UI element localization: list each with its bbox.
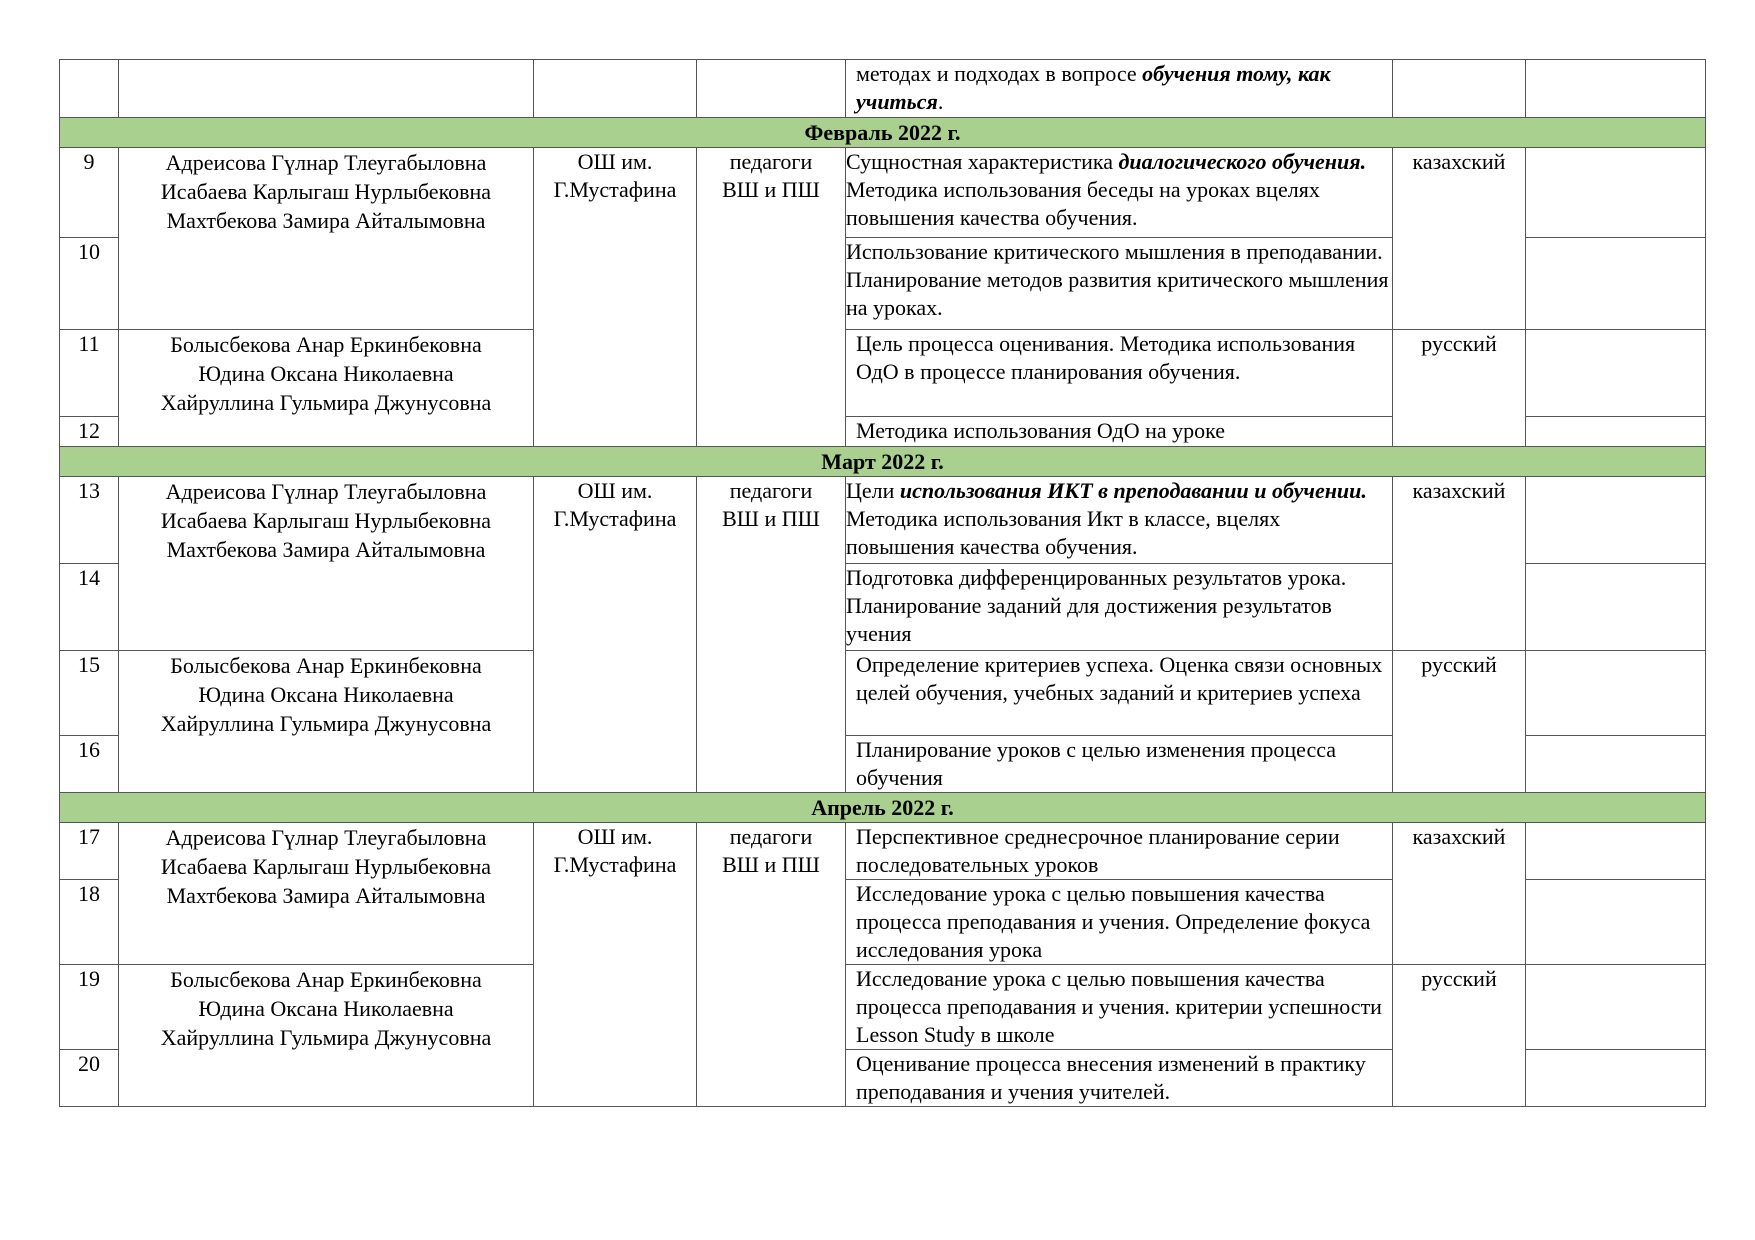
notes-cell: [1526, 965, 1706, 1050]
topic-cell: Сущностная характеристика диалогического обучения. Методика использования беседы на уроках вцелях повышения качества обучения.: [846, 148, 1393, 238]
notes-cell: [1526, 651, 1706, 736]
audience-cell: педагоги ВШ и ПШ: [697, 148, 846, 447]
teacher-name: Махтбекова Замира Айталымовна: [166, 208, 486, 233]
topic-cell: Исследование урока с целью повышения качества процесса преподавания и учения. Определение фокуса исследования урока: [846, 880, 1393, 965]
topic-cell: Определение критериев успеха. Оценка связи основных целей обучения, учебных заданий и критериев успеха: [846, 651, 1393, 736]
session-number: 14: [60, 564, 119, 651]
notes-cell: [1526, 823, 1706, 880]
session-number: 9: [60, 148, 119, 238]
teacher-name: Адреисова Гүлнар Тлеугабыловна: [165, 479, 487, 504]
session-number: 13: [60, 477, 119, 564]
teacher-name: Болысбекова Анар Еркинбековна: [170, 332, 482, 357]
teachers-cell: [119, 823, 534, 965]
topic-emphasis: обучения тому, как учиться: [856, 61, 1331, 114]
table-row: [60, 148, 1706, 238]
language-cell: казахский: [1393, 148, 1526, 330]
teachers-cell: [119, 477, 534, 651]
topic-cell: Подготовка дифференцированных результатов урока. Планирование заданий для достижения результатов учения: [846, 564, 1393, 651]
teachers-cell: [119, 330, 534, 447]
teacher-name: Адреисова Гүлнар Тлеугабыловна: [165, 150, 487, 175]
notes-cell: [1526, 736, 1706, 793]
teacher-name: Исабаева Карлыгаш Нурлыбековна: [160, 508, 492, 533]
num-cell: [60, 60, 119, 118]
topic-cell: Использование критического мышления в преподавании. Планирование методов развития критического мышления на уроках.: [846, 238, 1393, 330]
table-row: [60, 330, 1706, 417]
teachers-cell: [119, 148, 534, 330]
table-row: [60, 651, 1706, 736]
month-title: Апрель 2022 г.: [60, 793, 1706, 823]
school-cell: [534, 60, 697, 118]
notes-cell: [1526, 1050, 1706, 1107]
notes-cell: [1526, 564, 1706, 651]
month-title: Март 2022 г.: [60, 447, 1706, 477]
notes-cell: [1526, 148, 1706, 238]
session-number: 19: [60, 965, 119, 1050]
school-cell: ОШ им. Г.Мустафина: [534, 823, 697, 1107]
teacher-name: Махтбекова Замира Айталымовна: [166, 883, 486, 908]
teacher-name: Исабаева Карлыгаш Нурлыбековна: [160, 179, 492, 204]
topic-emphasis: использования ИКТ в преподавании и обучении.: [899, 478, 1367, 503]
topic-cell: методах и подходах в вопросе обучения тому, как учиться.: [846, 60, 1393, 118]
month-header-row: [60, 447, 1706, 477]
topic-cell: Исследование урока с целью повышения качества процесса преподавания и учения. критерии успешности Lesson Study в школе: [846, 965, 1393, 1050]
teacher-name: Хайруллина Гульмира Джунусовна: [160, 1025, 492, 1050]
topic-cell: Цели использования ИКТ в преподавании и обучении. Методика использования Икт в классе, вцелях повышения качества обучения.: [846, 477, 1393, 564]
language-cell: казахский: [1393, 823, 1526, 965]
session-number: 16: [60, 736, 119, 793]
teacher-name: Хайруллина Гульмира Джунусовна: [160, 390, 492, 415]
lang-cell: [1393, 60, 1526, 118]
language-cell: казахский: [1393, 477, 1526, 651]
teacher-name: Юдина Оксана Николаевна: [198, 996, 454, 1021]
teacher-name: Исабаева Карлыгаш Нурлыбековна: [160, 854, 492, 879]
notes-cell: [1526, 477, 1706, 564]
notes-cell: [1526, 238, 1706, 330]
session-number: 18: [60, 880, 119, 965]
teachers-cell: [119, 60, 534, 118]
notes-cell: [1526, 60, 1706, 118]
table-row: [60, 965, 1706, 1050]
school-cell: ОШ им. Г.Мустафина: [534, 148, 697, 447]
language-cell: русский: [1393, 651, 1526, 793]
audience-cell: педагоги ВШ и ПШ: [697, 823, 846, 1107]
audience-cell: [697, 60, 846, 118]
topic-cell: Методика использования ОдО на уроке: [846, 417, 1393, 447]
session-number: 20: [60, 1050, 119, 1107]
table-row: [60, 823, 1706, 880]
topic-cell: Оценивание процесса внесения изменений в практику преподавания и учения учителей.: [846, 1050, 1393, 1107]
teacher-name: Юдина Оксана Николаевна: [198, 361, 454, 386]
topic-emphasis: диалогического обучения.: [1118, 149, 1367, 174]
table-row: [60, 60, 1706, 118]
topic-cell: Планирование уроков с целью изменения процесса обучения: [846, 736, 1393, 793]
teachers-cell: [119, 651, 534, 793]
teacher-name: Адреисова Гүлнар Тлеугабыловна: [165, 825, 487, 850]
session-number: 15: [60, 651, 119, 736]
teacher-name: Болысбекова Анар Еркинбековна: [170, 967, 482, 992]
teacher-name: Болысбекова Анар Еркинбековна: [170, 653, 482, 678]
session-number: 17: [60, 823, 119, 880]
session-number: 10: [60, 238, 119, 330]
language-cell: русский: [1393, 330, 1526, 447]
school-cell: ОШ им. Г.Мустафина: [534, 477, 697, 793]
notes-cell: [1526, 880, 1706, 965]
table-row: [60, 477, 1706, 564]
session-number: 12: [60, 417, 119, 447]
notes-cell: [1526, 330, 1706, 417]
topic-cell: Перспективное среднесрочное планирование серии последовательных уроков: [846, 823, 1393, 880]
audience-cell: педагоги ВШ и ПШ: [697, 477, 846, 793]
session-number: 11: [60, 330, 119, 417]
month-title: Февраль 2022 г.: [60, 118, 1706, 148]
teacher-name: Махтбекова Замира Айталымовна: [166, 537, 486, 562]
teachers-cell: [119, 965, 534, 1107]
language-cell: русский: [1393, 965, 1526, 1107]
schedule-table: [59, 59, 1706, 1107]
notes-cell: [1526, 417, 1706, 447]
teacher-name: Юдина Оксана Николаевна: [198, 682, 454, 707]
month-header-row: [60, 118, 1706, 148]
month-header-row: [60, 793, 1706, 823]
teacher-name: Хайруллина Гульмира Джунусовна: [160, 711, 492, 736]
topic-cell: Цель процесса оценивания. Методика использования ОдО в процессе планирования обучения.: [846, 330, 1393, 417]
